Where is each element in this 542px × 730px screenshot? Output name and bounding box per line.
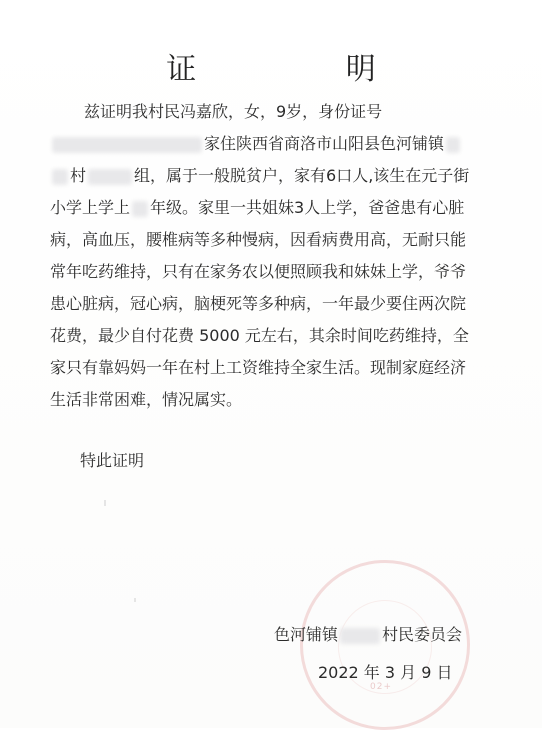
redacted-grade bbox=[132, 201, 148, 217]
body-line-2-text: 家住陕西省商洛市山阳县色河铺镇 bbox=[204, 134, 445, 153]
redacted-signature-village bbox=[340, 628, 380, 644]
body-line-8-text: 花费，最少自付花费 5000 元左右，其余时间吃药维持，全 bbox=[50, 326, 469, 345]
signature-prefix: 色河铺镇 bbox=[274, 625, 339, 644]
body-line-7-text: 患心脏病，冠心病，脑梗死等多种病，一年最少要住两次院 bbox=[50, 294, 467, 313]
body-line-9-text: 家只有靠妈妈一年在村上工资维持全家生活。现制家庭经济 bbox=[50, 358, 467, 377]
official-seal-stamp bbox=[300, 560, 470, 730]
body-line-10 bbox=[50, 384, 506, 416]
body-line-10-text: 生活非常困难，情况属实。 bbox=[50, 390, 243, 409]
body-line-1-text: 兹证明我村民冯嘉欣，女，9岁，身份证号 bbox=[84, 102, 383, 121]
body-line-6 bbox=[50, 256, 506, 288]
redacted-group bbox=[88, 169, 132, 185]
signature-suffix: 村民委员会 bbox=[382, 625, 463, 644]
redacted-town-part bbox=[446, 137, 460, 153]
body-line-5-text: 病，高血压，腰椎病等多种慢病，因看病费用高，无耐只能 bbox=[50, 230, 467, 249]
body-line-1 bbox=[50, 96, 506, 128]
document-body bbox=[50, 96, 506, 416]
body-line-4 bbox=[50, 192, 506, 224]
signature-committee bbox=[274, 622, 462, 645]
redacted-id-number bbox=[52, 137, 202, 153]
body-line-3-text-b: 组，属于一般脱贫户，家有6口人,该生在元子街 bbox=[134, 166, 470, 185]
body-line-2 bbox=[50, 128, 506, 160]
body-line-3-text-a: 村 bbox=[70, 166, 87, 185]
body-line-7 bbox=[50, 288, 506, 320]
body-line-8 bbox=[50, 320, 506, 352]
paper-speck bbox=[134, 598, 136, 602]
document-title: 证 明 bbox=[166, 52, 446, 87]
body-line-6-text: 常年吃药维持，只有在家务农以便照顾我和妹妹上学，爷爷 bbox=[50, 262, 467, 281]
closing-statement: 特此证明 bbox=[80, 451, 145, 470]
redacted-village bbox=[52, 169, 68, 185]
paper-speck bbox=[104, 500, 106, 506]
body-line-9 bbox=[50, 352, 506, 384]
body-line-4-text-b: 年级。家里一共姐妹3人上学，爸爸患有心脏 bbox=[150, 198, 465, 217]
body-line-3 bbox=[50, 160, 506, 192]
document-date: 2022 年 3 月 9 日 bbox=[318, 663, 453, 682]
seal-code-text: 02+ bbox=[370, 682, 392, 692]
body-line-4-text-a: 小学上学上 bbox=[50, 198, 131, 217]
body-line-5 bbox=[50, 224, 506, 256]
